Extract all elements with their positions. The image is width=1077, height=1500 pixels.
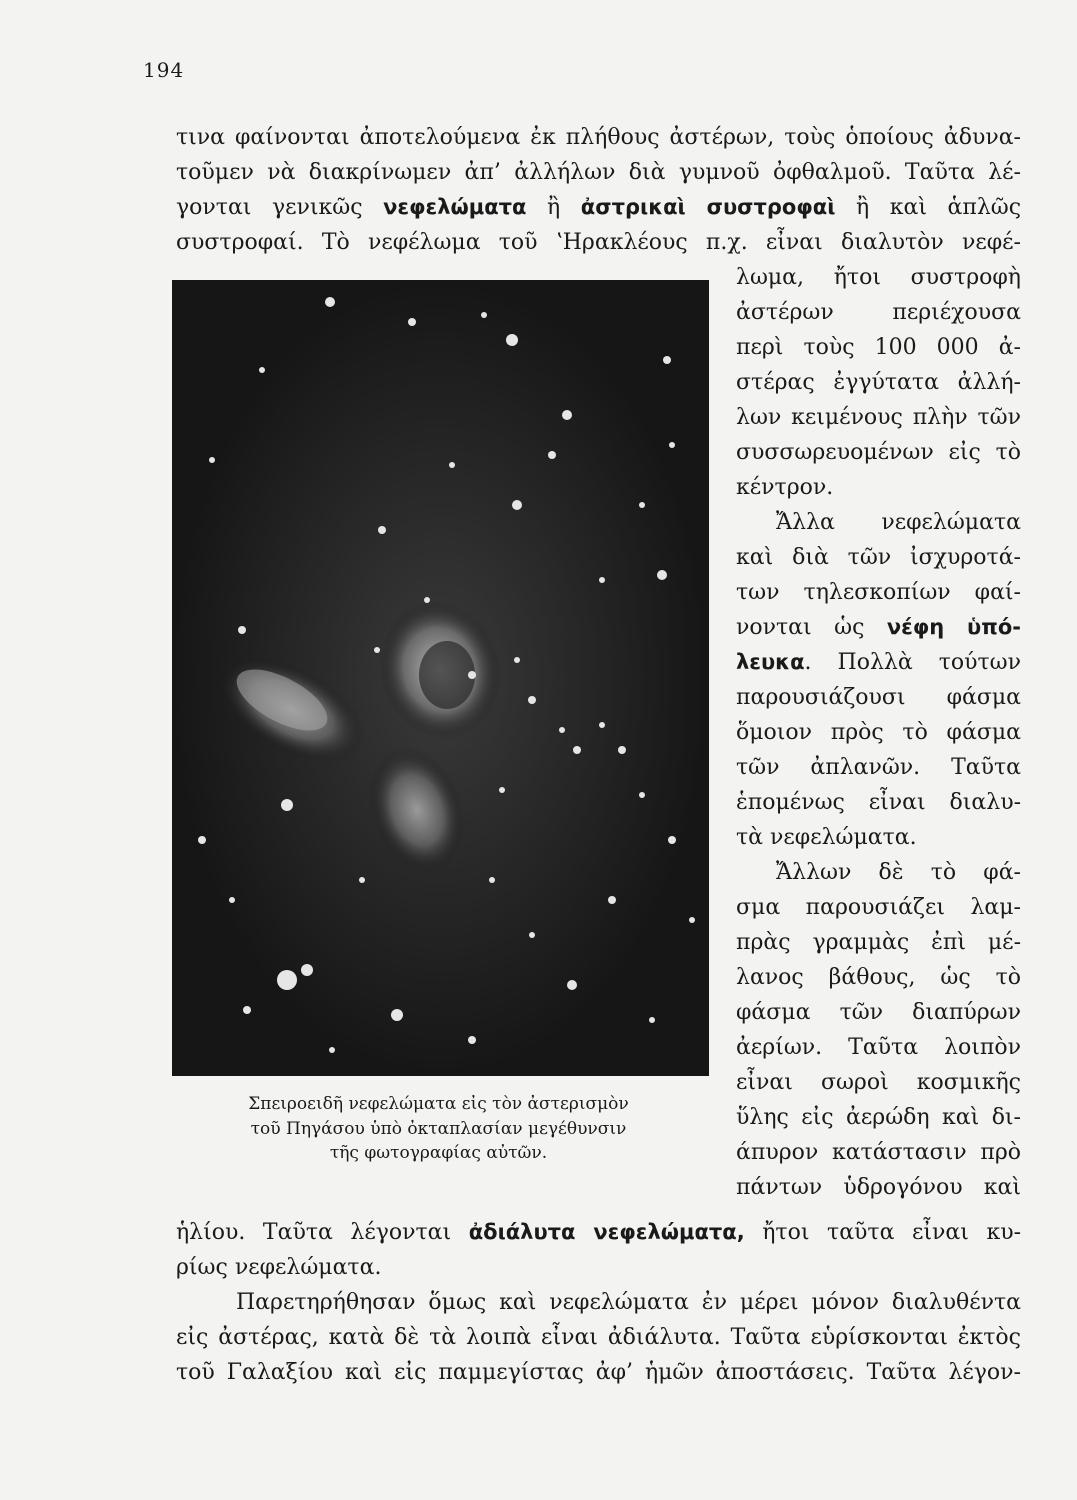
- body-line: εἰς ἀστέρας, κατὰ δὲ τὰ λοιπὰ εἶναι ἀδιάλυτα. Ταῦτα εὑρίσκονται ἐκτὸς: [176, 1325, 1021, 1350]
- column-line: συσσωρευομένων εἰς τὸ: [736, 440, 1021, 465]
- column-line: τῶν ἀπλανῶν. Ταῦτα: [736, 755, 1021, 780]
- body-line: τινα φαίνονται ἀποτελούμενα ἐκ πλήθους ἀστέρων, τοὺς ὁποίους ἀδυνα-: [176, 125, 1021, 150]
- term-nebulae: νεφελώματα: [383, 195, 527, 219]
- caption-line: Σπειροειδῆ νεφελώματα εἰς τὸν ἀστερισμὸν: [248, 1094, 629, 1114]
- nebula-photograph: [172, 280, 709, 1076]
- column-line: λευκα. Πολλὰ τούτων: [736, 650, 1021, 675]
- column-line: κέντρον.: [736, 475, 834, 500]
- column-line: ἀερίων. Ταῦτα λοιπὸν: [736, 1035, 1021, 1060]
- body-line: ἡλίου. Ταῦτα λέγονται ἀδιάλυτα νεφελώματα, ἤτοι ταῦτα εἶναι κυ-: [176, 1220, 1021, 1245]
- body-line: ρίως νεφελώματα.: [176, 1255, 382, 1280]
- column-line: Ἄλλων δὲ τὸ φά-: [776, 860, 1021, 885]
- column-line: πάντων ὑδρογόνου καὶ: [736, 1175, 1021, 1200]
- body-line: τοῦμεν νὰ διακρίνωμεν ἀπ’ ἀλλήλων διὰ γυμνοῦ ὀφθαλμοῦ. Ταῦτα λέ-: [176, 160, 1021, 185]
- column-line: ἑπομένως εἶναι διαλυ-: [736, 790, 1021, 815]
- body-line: τοῦ Γαλαξίου καὶ εἰς παμμεγίστας ἀφ’ ἡμῶν ἀποστάσεις. Ταῦτα λέγον-: [176, 1360, 1021, 1385]
- column-line: καὶ διὰ τῶν ἰσχυροτά-: [736, 545, 1021, 570]
- term-star-clusters: ἀστρικαὶ συστροφαὶ: [580, 195, 836, 219]
- caption-line: τῆς φωτογραφίας αὐτῶν.: [329, 1143, 548, 1164]
- page-number: 194: [143, 58, 185, 82]
- column-line: άπυρον κατάστασιν πρὸ: [736, 1140, 1021, 1165]
- column-line: σμα παρουσιάζει λαμ-: [736, 895, 1021, 920]
- column-line: φάσμα τῶν διαπύρων: [736, 1000, 1021, 1025]
- caption-line: τοῦ Πηγάσου ὑπὸ ὀκταπλασίαν μεγέθυνσιν: [250, 1118, 627, 1139]
- body-line: γονται γενικῶς νεφελώματα ἢ ἀστρικαὶ συστροφαὶ ἢ καὶ ἁπλῶς: [176, 195, 1022, 220]
- column-line: ὅμοιον πρὸς τὸ φάσμα: [736, 720, 1021, 745]
- body-line: Παρετηρήθησαν ὅμως καὶ νεφελώματα ἐν μέρει μόνον διαλυθέντα: [236, 1290, 1021, 1315]
- column-line: στέρας ἐγγύτατα ἀλλή-: [736, 370, 1021, 395]
- column-line: λων κειμένους πλὴν τῶν: [736, 405, 1021, 430]
- column-line: λωμα, ἤτοι συστροφὴ: [736, 265, 1021, 290]
- column-line: περὶ τοὺς 100 000 ἀ-: [736, 335, 1021, 360]
- column-line: Ἄλλα νεφελώματα: [776, 510, 1021, 535]
- term-whitish-clouds: νέφη ὑπό-: [886, 615, 1021, 639]
- term-indissoluble-nebulae: ἀδιάλυτα νεφελώματα,: [468, 1220, 745, 1244]
- column-line: τὰ νεφελώματα.: [736, 825, 917, 850]
- column-line: εἶναι σωροὶ κοσμικῆς: [736, 1070, 1021, 1095]
- figure-caption: [186, 1092, 691, 1166]
- column-line: νονται ὡς νέφη ὑπό-: [736, 615, 1021, 640]
- column-line: ὕλης εἰς ἀερώδη καὶ δι-: [736, 1105, 1021, 1130]
- column-line: ἀστέρων περιέχουσα: [736, 300, 1021, 325]
- column-line: παρουσιάζουσι φάσμα: [736, 685, 1021, 710]
- term-whitish-clouds-end: λευκα: [736, 650, 805, 674]
- column-line: των τηλεσκοπίων φαί-: [736, 580, 1021, 605]
- column-line: λανος βάθους, ὡς τὸ: [736, 965, 1021, 990]
- column-line: πρὰς γραμμὰς ἐπὶ μέ-: [736, 930, 1021, 955]
- body-line: συστροφαί. Τὸ νεφέλωμα τοῦ ʽΗρακλέους π.χ. εἶναι διαλυτὸν νεφέ-: [176, 230, 1021, 255]
